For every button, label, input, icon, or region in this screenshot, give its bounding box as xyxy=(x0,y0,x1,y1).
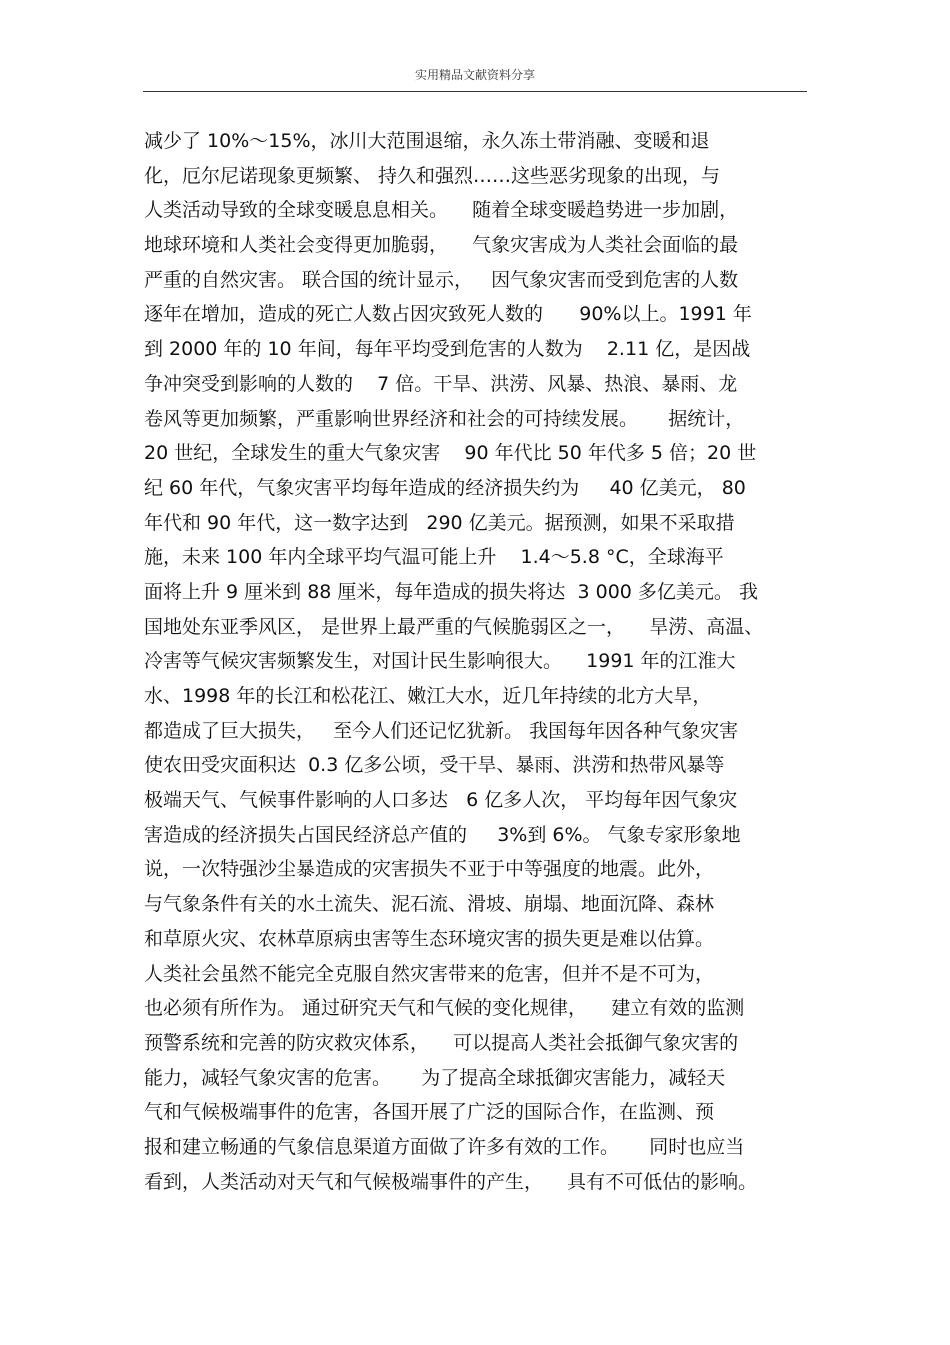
text-line-17: 水、1998 年的长江和松花江、嫩江大水，近几年持续的北方大旱， xyxy=(144,685,712,707)
text-line-1: 减少了 10%～15%，冰川大范围退缩，永久冻土带消融、变暖和退 xyxy=(144,130,710,152)
page-header: 实用精品文献资料分享 xyxy=(414,68,535,82)
body-paragraph xyxy=(144,124,816,1199)
header-divider xyxy=(143,91,807,92)
text-line-2: 化，厄尔尼诺现象更频繁、 持久和强烈……这些恶劣现象的出现，与 xyxy=(144,164,721,187)
text-line-22: 说，一次特强沙尘暴造成的灾害损失不亚于中等强度的地震。此外， xyxy=(144,858,715,881)
text-line-24: 和草原火灾、农林草原病虫害等生态环境灾害的损失更是难以估算。 xyxy=(144,927,715,950)
text-line-12: 年代和 90 年代，这一数字达到 290 亿美元。据预测，如果不采取措 xyxy=(144,511,735,534)
text-line-3: 人类活动导致的全球变暖息息相关。 随着全球变暖趋势进一步加剧， xyxy=(144,199,739,222)
text-line-28: 能力，减轻气象灾害的危害。 为了提高全球抵御灾害能力，减轻天 xyxy=(144,1066,726,1089)
text-line-14: 面将上升 9 厘米到 88 厘米，每年造成的损失将达 3 000 多亿美元。 我 xyxy=(144,580,758,603)
text-line-6: 逐年在增加，造成的死亡人数占因灾致死人数的 90%以上。1991 年 xyxy=(144,303,752,326)
text-line-21: 害造成的经济损失占国民经济总产值的 3%到 6%。 气象专家形象地 xyxy=(144,823,741,846)
text-line-19: 使农田受灾面积达 0.3 亿多公顷，受干旱、暴雨、洪涝和热带风暴等 xyxy=(144,754,725,777)
text-line-27: 预警系统和完善的防灾救灾体系， 可以提高人类社会抵御气象灾害的 xyxy=(144,1031,739,1054)
text-line-13: 施，未来 100 年内全球平均气温可能上升 1.4～5.8 °C，全球海平 xyxy=(144,546,724,569)
text-line-10: 20 世纪，全球发生的重大气象灾害 90 年代比 50 年代多 5 倍；20 世 xyxy=(144,442,757,465)
text-line-30: 报和建立畅通的气象信息渠道方面做了许多有效的工作。 同时也应当 xyxy=(144,1135,745,1158)
text-line-7: 到 2000 年的 10 年间，每年平均受到危害的人数为 2.11 亿，是因战 xyxy=(144,338,751,361)
text-line-11: 纪 60 年代，气象灾害平均每年造成的经济损失约为 40 亿美元， 80 xyxy=(144,476,746,499)
text-line-29: 气和气候极端事件的危害，各国开展了广泛的国际合作，在监测、预 xyxy=(144,1101,715,1124)
text-line-8: 争冲突受到影响的人数的 7 倍。干旱、洪涝、风暴、热浪、暴雨、龙 xyxy=(144,372,738,395)
text-line-31: 看到，人类活动对天气和气候极端事件的产生， 具有不可低估的影响。 xyxy=(144,1170,758,1193)
text-line-23: 与气象条件有关的水土流失、泥石流、滑坡、崩塌、地面沉降、森林 xyxy=(144,893,715,916)
text-line-26: 也必须有所作为。 通过研究天气和气候的变化规律， 建立有效的监测 xyxy=(144,997,745,1020)
text-line-9: 卷风等更加频繁，严重影响世界经济和社会的可持续发展。 据统计， xyxy=(144,407,745,430)
text-line-25: 人类社会虽然不能完全克服自然灾害带来的危害，但并不是不可为， xyxy=(144,962,715,985)
text-line-16: 冷害等气候灾害频繁发生，对国计民生影响很大。 1991 年的江淮大 xyxy=(144,650,736,673)
text-line-4: 地球环境和人类社会变得更加脆弱， 气象灾害成为人类社会面临的最 xyxy=(144,234,739,257)
text-line-18: 都造成了巨大损失， 至今人们还记忆犹新。 我国每年因各种气象灾害 xyxy=(144,719,739,742)
text-line-5: 严重的自然灾害。 联合国的统计显示， 因气象灾害而受到危害的人数 xyxy=(144,268,739,291)
text-line-15: 国地处东亚季风区， 是世界上最严重的气候脆弱区之一， 旱涝、高温、 xyxy=(144,615,764,638)
text-line-20: 极端天气、气候事件影响的人口多达 6 亿多人次， 平均每年因气象灾 xyxy=(144,789,738,812)
